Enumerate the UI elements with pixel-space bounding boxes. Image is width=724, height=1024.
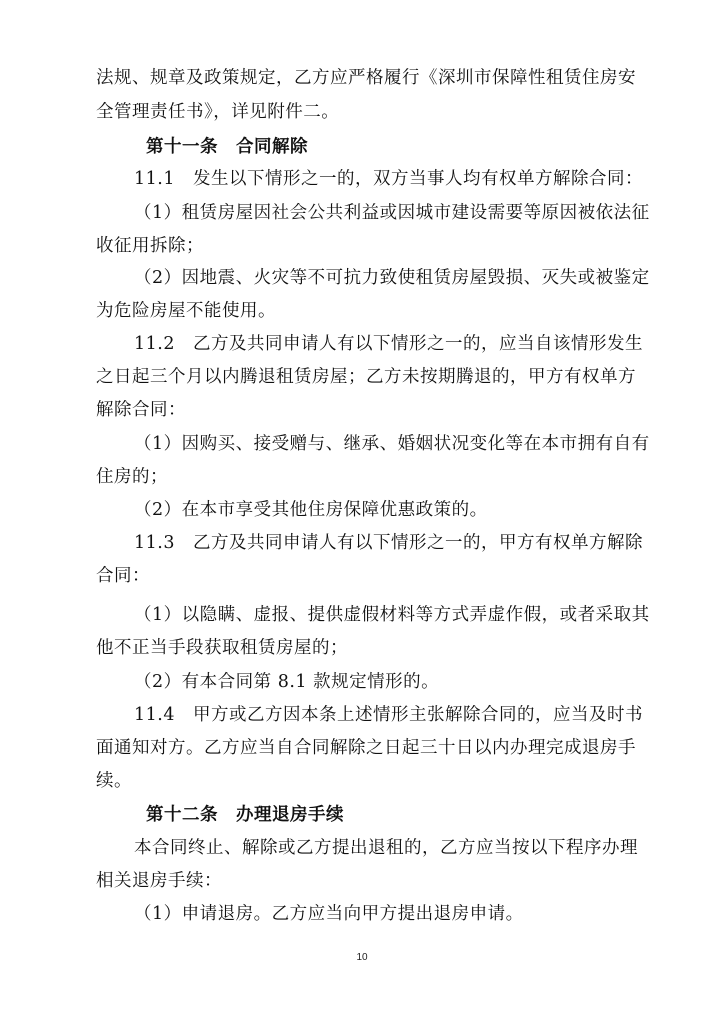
text-line: （2）因地震、火灾等不可抗力致使租赁房屋毁损、灭失或被鉴定	[134, 268, 650, 288]
text-line: 他不正当手段获取租赁房屋的；	[96, 638, 348, 658]
clause-11-4: 11.4 甲方或乙方因本条上述情形主张解除合同的，应当及时书	[134, 705, 643, 725]
text-line: 解除合同：	[96, 400, 186, 420]
text-line: 住房的；	[96, 467, 168, 487]
text-line: （1）因购买、接受赠与、继承、婚姻状况变化等在本市拥有自有	[134, 434, 650, 454]
text-line: （1）以隐瞒、虚报、提供虚假材料等方式弄虚作假，或者采取其	[134, 605, 650, 625]
text-line: （2）在本市享受其他住房保障优惠政策的。	[134, 500, 488, 520]
text-line: 面通知对方。乙方应当自合同解除之日起三十日以内办理完成退房手	[96, 738, 636, 758]
section-heading-12: 第十二条 办理退房手续	[146, 805, 344, 825]
text-line: 为危险房屋不能使用。	[96, 301, 276, 321]
section-heading-11: 第十一条 合同解除	[146, 137, 308, 157]
text-line: 之日起三个月以内腾退租赁房屋；乙方未按期腾退的，甲方有权单方	[96, 367, 636, 387]
text-line: 本合同终止、解除或乙方提出退租的，乙方应当按以下程序办理	[134, 838, 638, 858]
text-line: 合同：	[96, 566, 150, 586]
text-line: （1）租赁房屋因社会公共利益或因城市建设需要等原因被依法征	[134, 203, 650, 223]
text-line: 法规、规章及政策规定，乙方应严格履行《深圳市保障性租赁住房安	[96, 68, 636, 88]
clause-11-1: 11.1 发生以下情形之一的，双方当事人均有权单方解除合同：	[134, 169, 643, 189]
page-number: 10	[356, 952, 368, 963]
text-line: 全管理责任书》，详见附件二。	[96, 102, 340, 122]
clause-11-3: 11.3 乙方及共同申请人有以下情形之一的，甲方有权单方解除	[134, 533, 643, 553]
text-line: （1）申请退房。乙方应当向甲方提出退房申请。	[134, 904, 524, 924]
text-line: 收征用拆除；	[96, 236, 204, 256]
text-line: （2）有本合同第 8.1 款规定情形的。	[134, 672, 440, 692]
clause-11-2: 11.2 乙方及共同申请人有以下情形之一的，应当自该情形发生	[134, 334, 643, 354]
text-line: 相关退房手续：	[96, 871, 222, 891]
text-line: 续。	[96, 771, 132, 791]
